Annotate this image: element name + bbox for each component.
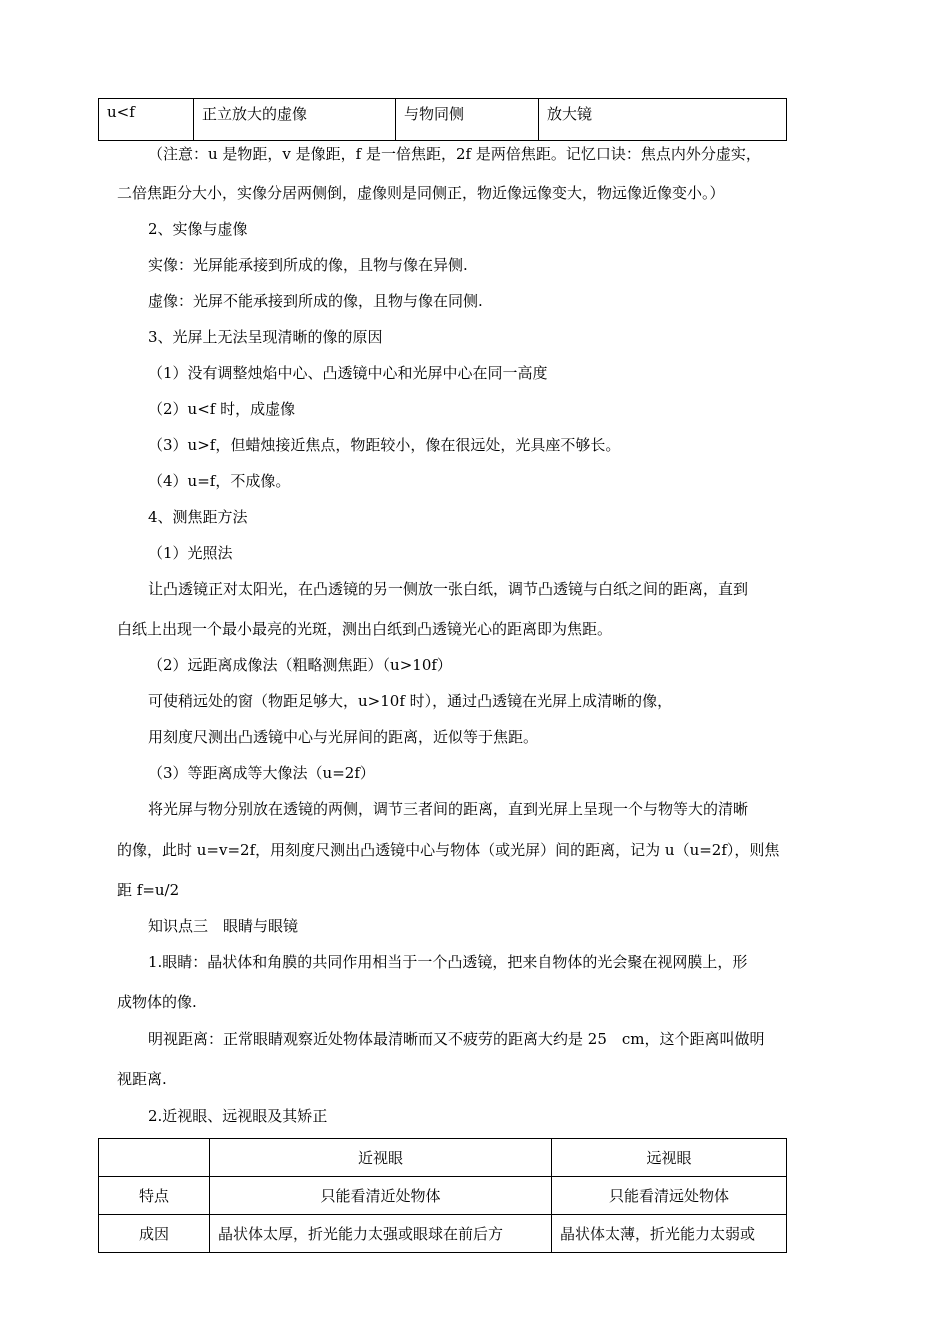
method-heading: （1）光照法: [148, 544, 233, 562]
paragraph: 视距离.: [117, 1070, 167, 1088]
table-cell: 与物同侧: [396, 99, 539, 141]
list-item: （1）没有调整烛焰中心、凸透镜中心和光屏中心在同一高度: [148, 364, 548, 382]
table-row: [99, 1139, 787, 1177]
method-heading: （2）远距离成像法（粗略测焦距）（u>10f）: [148, 656, 452, 674]
section-heading: 2.近视眼、远视眼及其矫正: [148, 1107, 328, 1125]
paragraph: 虚像：光屏不能承接到所成的像，且物与像在同侧.: [148, 292, 483, 310]
table-cell: 晶状体太薄，折光能力太弱或: [552, 1215, 787, 1253]
table-cell: u<f: [99, 99, 194, 141]
table-cell: 正立放大的虚像: [194, 99, 396, 141]
paragraph: 距 f=u/2: [117, 881, 180, 899]
paragraph: 明视距离：正常眼睛观察近处物体最清晰而又不疲劳的距离大约是 25 cm，这个距离叫做明: [148, 1030, 765, 1048]
section-heading: 知识点三 眼睛与眼镜: [148, 917, 299, 935]
paragraph: 实像：光屏能承接到所成的像，且物与像在异侧.: [148, 256, 468, 274]
paragraph: 白纸上出现一个最小最亮的光斑，测出白纸到凸透镜光心的距离即为焦距。: [117, 620, 613, 638]
note-line-1: （注意：u 是物距，v 是像距，f 是一倍焦距，2f 是两倍焦距。记忆口诀：焦点内外分虚实，: [148, 145, 761, 163]
table-cell: 晶状体太厚，折光能力太强或眼球在前后方: [210, 1215, 552, 1253]
image-rule-table: [98, 98, 787, 141]
paragraph: 用刻度尺测出凸透镜中心与光屏间的距离，近似等于焦距。: [148, 728, 539, 746]
paragraph: 成物体的像.: [117, 993, 197, 1011]
paragraph: 将光屏与物分别放在透镜的两侧，调节三者间的距离，直到光屏上呈现一个与物等大的清晰: [148, 800, 749, 818]
table-cell: 放大镜: [539, 99, 787, 141]
table-cell: 特点: [99, 1177, 210, 1215]
table-header-cell: [99, 1139, 210, 1177]
section-heading: 2、实像与虚像: [148, 220, 248, 238]
note-line-2: 二倍焦距分大小，实像分居两侧倒，虚像则是同侧正，物近像远像变大，物远像近像变小。）: [117, 184, 725, 202]
paragraph: 让凸透镜正对太阳光，在凸透镜的另一侧放一张白纸，调节凸透镜与白纸之间的距离，直到: [148, 580, 749, 598]
eye-comparison-table: [98, 1138, 787, 1253]
list-item: （3）u>f，但蜡烛接近焦点，物距较小，像在很远处，光具座不够长。: [148, 436, 621, 454]
table-cell: 只能看清远处物体: [552, 1177, 787, 1215]
list-item: （2）u<f 时，成虚像: [148, 400, 296, 418]
table-row: [99, 99, 787, 141]
section-heading: 4、测焦距方法: [148, 508, 248, 526]
section-heading: 3、光屏上无法呈现清晰的像的原因: [148, 328, 383, 346]
paragraph: 1.眼睛：晶状体和角膜的共同作用相当于一个凸透镜，把来自物体的光会聚在视网膜上，形: [148, 953, 748, 971]
paragraph: 可使稍远处的窗（物距足够大，u>10f 时），通过凸透镜在光屏上成清晰的像，: [148, 692, 673, 710]
table-header-cell: 近视眼: [210, 1139, 552, 1177]
table-row: [99, 1215, 787, 1253]
table-row: [99, 1177, 787, 1215]
table-cell: 只能看清近处物体: [210, 1177, 552, 1215]
paragraph: 的像，此时 u=v=2f，用刻度尺测出凸透镜中心与物体（或光屏）间的距离，记为 u（u=2f），则焦: [117, 841, 780, 859]
method-heading: （3）等距离成等大像法（u=2f）: [148, 764, 375, 782]
list-item: （4）u=f，不成像。: [148, 472, 291, 490]
table-cell: 成因: [99, 1215, 210, 1253]
table-header-cell: 远视眼: [552, 1139, 787, 1177]
